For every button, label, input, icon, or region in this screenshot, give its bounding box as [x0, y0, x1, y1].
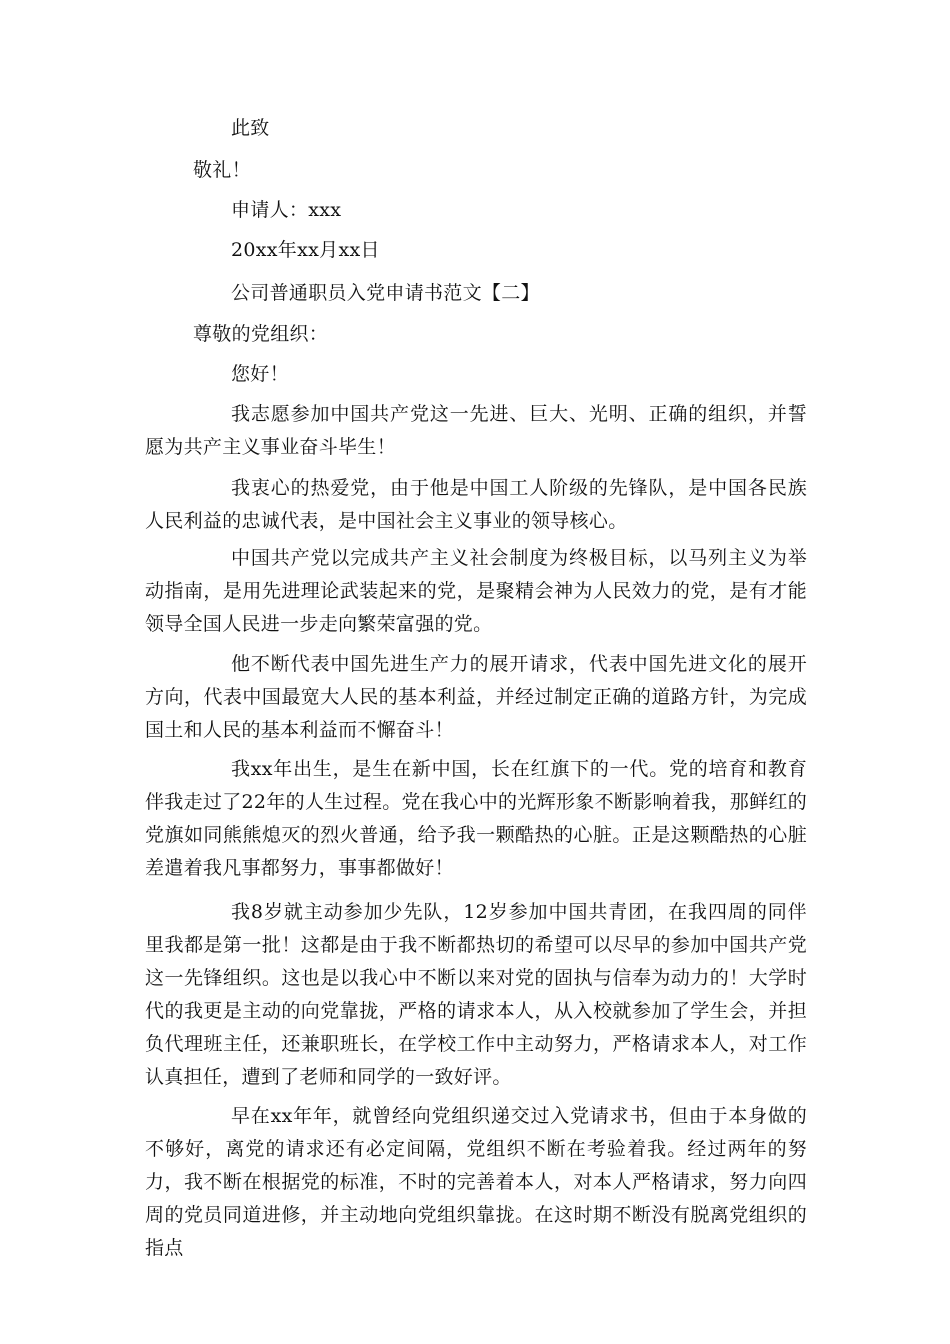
addressee-line: 尊敬的党组织： — [193, 323, 329, 345]
body-paragraph: 早在xx年年，就曾经向党组织递交过入党请求书，但由于本身做的不够好，离党的请求还有必定间隔，党组织不断在考验着我。经过两年的努力，我不断在根据党的标准，不时的完善着本人，对本人严格请求，努力向四周的党员同道进修，并主动地向党组织靠拢。在这时期不断没有脱离党组织的指点 — [145, 1105, 807, 1259]
section-title: 公司普通职员入党申请书范文【二】 — [231, 282, 540, 304]
body-paragraph: 我8岁就主动参加少先队，12岁参加中国共青团，在我四周的同伴里我都是第一批！这都是由于我不断都热切的希望可以尽早的参加中国共产党这一先锋组织。这也是以我心中不断以来对党的固执与信奉为动力的！大学时代的我更是主动的向党靠拢，严格的请求本人，从入校就参加了学生会，并担负代理班主任，还兼职班长，在学校工作中主动努力，严格请求本人，对工作认真担任，遭到了老师和同学的一致好评。 — [145, 901, 807, 1088]
body-paragraph: 他不断代表中国先进生产力的展开请求，代表中国先进文化的展开方向，代表中国最宽大人民的基本利益，并经过制定正确的道路方针，为完成国土和人民的基本利益而不懈奋斗！ — [145, 653, 807, 741]
salute-line: 敬礼！ — [193, 159, 251, 181]
closing-line: 此致 — [231, 117, 270, 139]
body-paragraph: 我衷心的热爱党，由于他是中国工人阶级的先锋队，是中国各民族人民利益的忠诚代表，是中国社会主义事业的领导核心。 — [145, 477, 807, 532]
body-paragraph: 我xx年出生，是生在新中国，长在红旗下的一代。党的培育和教育伴我走过了22年的人生过程。党在我心中的光辉形象不断影响着我，那鲜红的党旗如同熊熊熄灭的烈火普通，给予我一颗酷热的心脏。正是这颗酷热的心脏差遣着我凡事都努力，事事都做好！ — [145, 758, 807, 879]
body-paragraph: 我志愿参加中国共产党这一先进、巨大、光明、正确的组织，并誓愿为共产主义事业奋斗毕生！ — [145, 403, 807, 458]
body-paragraph: 中国共产党以完成共产主义社会制度为终极目标，以马列主义为举动指南，是用先进理论武装起来的党，是聚精会神为人民效力的党，是有才能领导全国人民进一步走向繁荣富强的党。 — [145, 547, 807, 635]
date-line: 20xx年xx月xx日 — [231, 239, 380, 261]
greeting-line: 您好！ — [231, 363, 289, 385]
applicant-line: 申请人：xxx — [231, 199, 342, 221]
